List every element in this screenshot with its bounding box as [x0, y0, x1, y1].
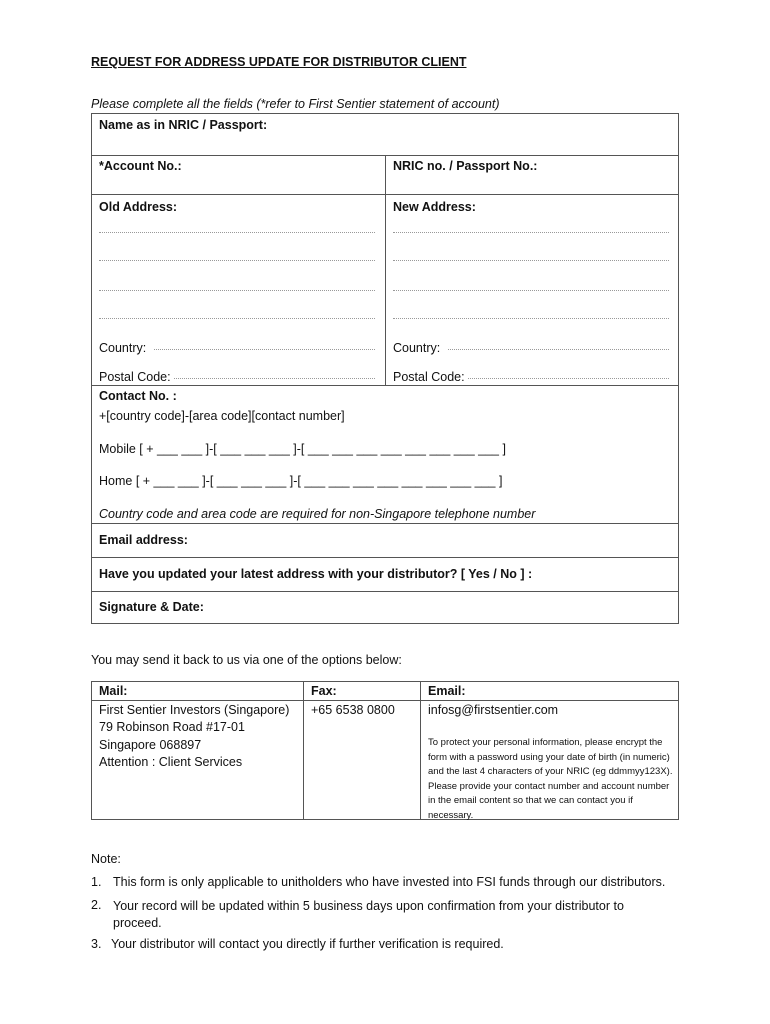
- address-form: [91, 113, 679, 624]
- new-address-line-1[interactable]: [393, 232, 669, 233]
- name-label: Name as in NRIC / Passport:: [99, 118, 268, 132]
- note-number: 1.: [91, 875, 102, 889]
- old-postal-label: Postal Code:: [99, 370, 171, 384]
- old-country-label: Country:: [99, 341, 147, 355]
- note-text: Your record will be updated within 5 business days upon confirmation from your distributor to proceed.: [113, 899, 624, 930]
- email-address-link[interactable]: infosg@firstsentier.com: [428, 703, 559, 717]
- mail-address-line: Attention : Client Services: [99, 755, 243, 769]
- distributor-answer-field[interactable]: [92, 557, 678, 591]
- name-field[interactable]: [92, 114, 678, 155]
- account-label: *Account No.:: [99, 159, 182, 173]
- old-address-line-1[interactable]: [99, 232, 375, 233]
- email-field[interactable]: [92, 523, 678, 557]
- contact-format-hint: +[country code]-[area code][contact number]: [99, 409, 345, 423]
- note-number: 2.: [91, 898, 102, 912]
- new-postal-label: Postal Code:: [393, 370, 465, 384]
- fax-number: +65 6538 0800: [311, 703, 395, 717]
- new-address-label: New Address:: [393, 200, 476, 214]
- new-postal-field[interactable]: [468, 378, 669, 379]
- distributor-question: Have you updated your latest address with your distributor? [ Yes / No ] :: [99, 567, 533, 581]
- nric-label: NRIC no. / Passport No.:: [393, 159, 538, 173]
- new-country-field[interactable]: [448, 349, 669, 350]
- old-postal-field[interactable]: [174, 378, 375, 379]
- mobile-number-field[interactable]: Mobile [ + ___ ___ ]-[ ___ ___ ___ ]-[ ___ ___ ___ ___ ___ ___ ___ ___ ]: [99, 442, 506, 456]
- new-address-line-4[interactable]: [393, 318, 669, 319]
- mail-header: Mail:: [99, 684, 128, 698]
- form-title: REQUEST FOR ADDRESS UPDATE FOR DISTRIBUTOR CLIENT: [91, 55, 467, 69]
- old-address-line-3[interactable]: [99, 290, 375, 291]
- new-address-line-3[interactable]: [393, 290, 669, 291]
- contact-note: Country code and area code are required for non-Singapore telephone number: [99, 507, 536, 521]
- old-address-line-2[interactable]: [99, 260, 375, 261]
- signature-label: Signature & Date:: [99, 600, 204, 614]
- account-field[interactable]: [92, 155, 385, 194]
- notes-heading: Note:: [91, 852, 121, 866]
- email-header: Email:: [428, 684, 466, 698]
- contact-label: Contact No. :: [99, 389, 177, 403]
- form-instructions: Please complete all the fields (*refer to First Sentier statement of account): [91, 97, 500, 111]
- note-text: Your distributor will contact you directly if further verification is required.: [111, 937, 504, 951]
- email-encryption-note: To protect your personal information, please encrypt the form with a password using your date of birth (in numeric) and the last 4 characters of your NRIC (eg ddmmyy123X). Please provide your contact number and account number in the email content so that we can contact you if necessary.: [428, 737, 673, 821]
- send-options-table: [91, 681, 679, 820]
- new-country-label: Country:: [393, 341, 441, 355]
- new-address-line-2[interactable]: [393, 260, 669, 261]
- fax-header: Fax:: [311, 684, 337, 698]
- old-country-field[interactable]: [154, 349, 375, 350]
- mail-address-line: First Sentier Investors (Singapore): [99, 703, 290, 717]
- email-label: Email address:: [99, 533, 188, 547]
- old-address-label: Old Address:: [99, 200, 178, 214]
- nric-field[interactable]: [385, 155, 678, 194]
- mail-address-line: Singapore 068897: [99, 738, 202, 752]
- home-number-field[interactable]: Home [ + ___ ___ ]-[ ___ ___ ___ ]-[ ___ ___ ___ ___ ___ ___ ___ ___ ]: [99, 474, 503, 488]
- note-text: This form is only applicable to unitholders who have invested into FSI funds through our distributors.: [113, 875, 666, 889]
- signature-field[interactable]: [92, 591, 678, 623]
- mail-address-line: 79 Robinson Road #17-01: [99, 720, 245, 734]
- old-address-line-4[interactable]: [99, 318, 375, 319]
- send-options-intro: You may send it back to us via one of the options below:: [91, 653, 402, 667]
- note-number: 3.: [91, 937, 102, 951]
